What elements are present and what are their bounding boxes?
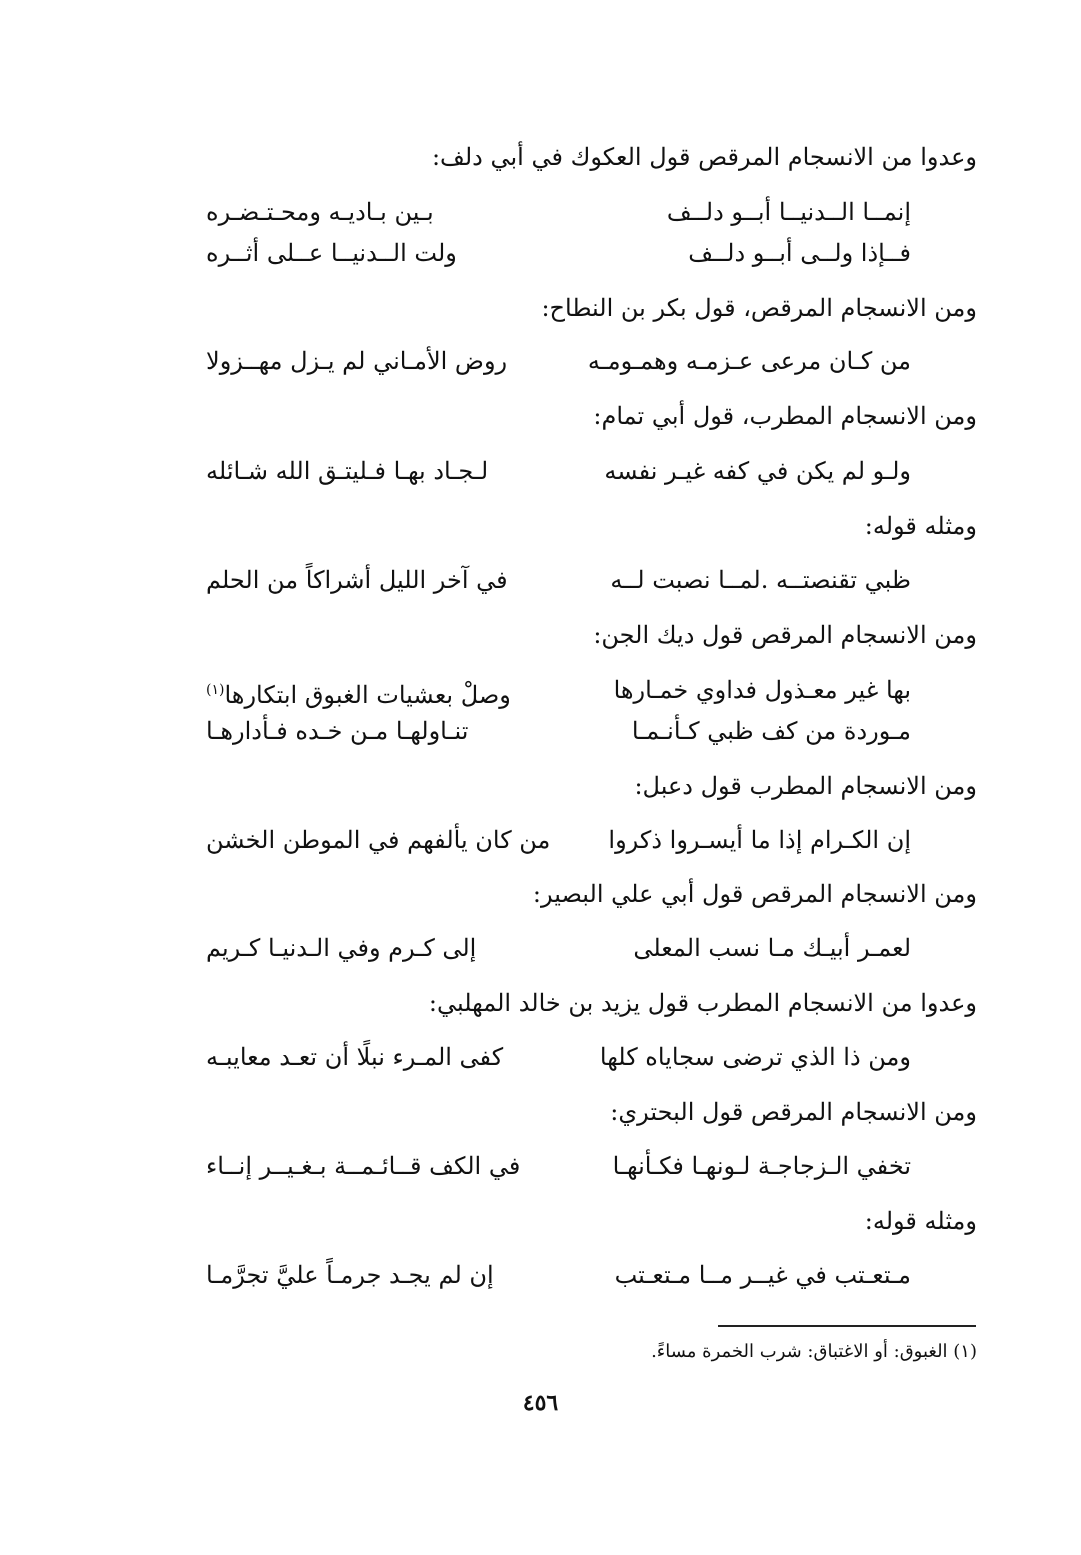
verse-hemistich-first: بها غير معـذول فداوي خمـارها [613, 676, 911, 704]
prose-line: وعدوا من الانسجام المرقص قول العكوك في أبي دلف: [431, 143, 977, 171]
footnote-marker: (١) [206, 682, 225, 698]
verse-hemistich-second: روض الأمـاني لم يـزل مهــزولا [206, 347, 508, 375]
prose-line: ومن الانسجام المطرب قول دعبل: [634, 772, 977, 800]
prose-line: ومن الانسجام المرقص قول أبي علي البصير: [532, 880, 977, 908]
page-number: ٤٥٦ [522, 1390, 559, 1416]
prose-line: ومن الانسجام المطرب، قول أبي تمام: [593, 402, 977, 430]
verse-hemistich-second: في آخر الليل أشراكاً من الحلم [206, 566, 508, 594]
prose-line: ومثله قوله: [864, 512, 977, 540]
verse-hemistich-first: ولـو لم يكن في كفه غيـر نفسه [604, 457, 911, 485]
verse-hemistich-second: كفى المـرء نبلًا أن تعـد معايبـه [206, 1043, 504, 1071]
verse-hemistich-first: من كـان مرعى عـزمـه وهمـومـه [587, 347, 911, 375]
verse-hemistich-second: من كان يألفهم في الموطن الخشن [206, 826, 551, 854]
prose-line: ومن الانسجام المرقص قول البحتري: [610, 1098, 977, 1126]
verse-hemistich-second: تنـاولهـا مـن خـده فـأدارهـا [206, 717, 469, 745]
verse-text: وصلْ بعشيات الغبوق ابتكارها [224, 681, 511, 709]
verse-hemistich-second: ولت الــدنيــا عــلى أثــره [206, 239, 457, 267]
verse-hemistich-second [206, 672, 511, 713]
prose-line: وعدوا من الانسجام المطرب قول يزيد بن خالد المهلبي: [428, 989, 977, 1017]
verse-hemistich-second: لـجـاد بهـا فـليتـق الله شـائله [206, 457, 489, 485]
verse-hemistich-second: بـين بـاديـه ومحـتـضـره [206, 198, 434, 226]
verse-hemistich-first: إنمــا الــدنيــا أبــو دلــف [666, 198, 911, 226]
verse-hemistich-first: مـتعـتب في غيــر مــا مـتعـتب [614, 1261, 911, 1289]
verse-hemistich-first: إن الكـرام إذا ما أيسـروا ذكروا [608, 826, 911, 854]
footnote: (١) الغبوق: أو الاغتباق: شرب الخمرة مساءً. [651, 1341, 977, 1362]
verse-hemistich-first: ظبي تقنصتــه .لمــا نصبت لــه [610, 566, 911, 594]
verse-hemistich-first: تخفي الـزجاجـة لـونهـا فكـأنهـا [612, 1152, 911, 1180]
verse-hemistich-first: ومن ذا الذي ترضى سجاياه كلها [599, 1043, 911, 1071]
verse-hemistich-second: إلى كـرم وفي الـدنيـا كـريم [206, 934, 477, 962]
footnote-separator [718, 1325, 976, 1327]
prose-line: ومن الانسجام المرقص، قول بكر بن النطاح: [541, 294, 977, 322]
verse-hemistich-first: لعمـر أبيـك مـا نسب المعلى [633, 934, 911, 962]
verse-hemistich-second: إن لم يجـد جرمـاً عليَّ تجرَّمـا [206, 1261, 494, 1289]
verse-hemistich-first: فــإذا ولــى أبــو دلــف [688, 239, 911, 267]
verse-hemistich-first: مـوردة من كف ظبي كـأنـمـا [631, 717, 911, 745]
prose-line: ومثله قوله: [864, 1207, 977, 1235]
verse-hemistich-second: في الكف قــائـمــة بـغـيــر إنــاء [206, 1152, 521, 1180]
prose-line: ومن الانسجام المرقص قول ديك الجن: [593, 621, 977, 649]
